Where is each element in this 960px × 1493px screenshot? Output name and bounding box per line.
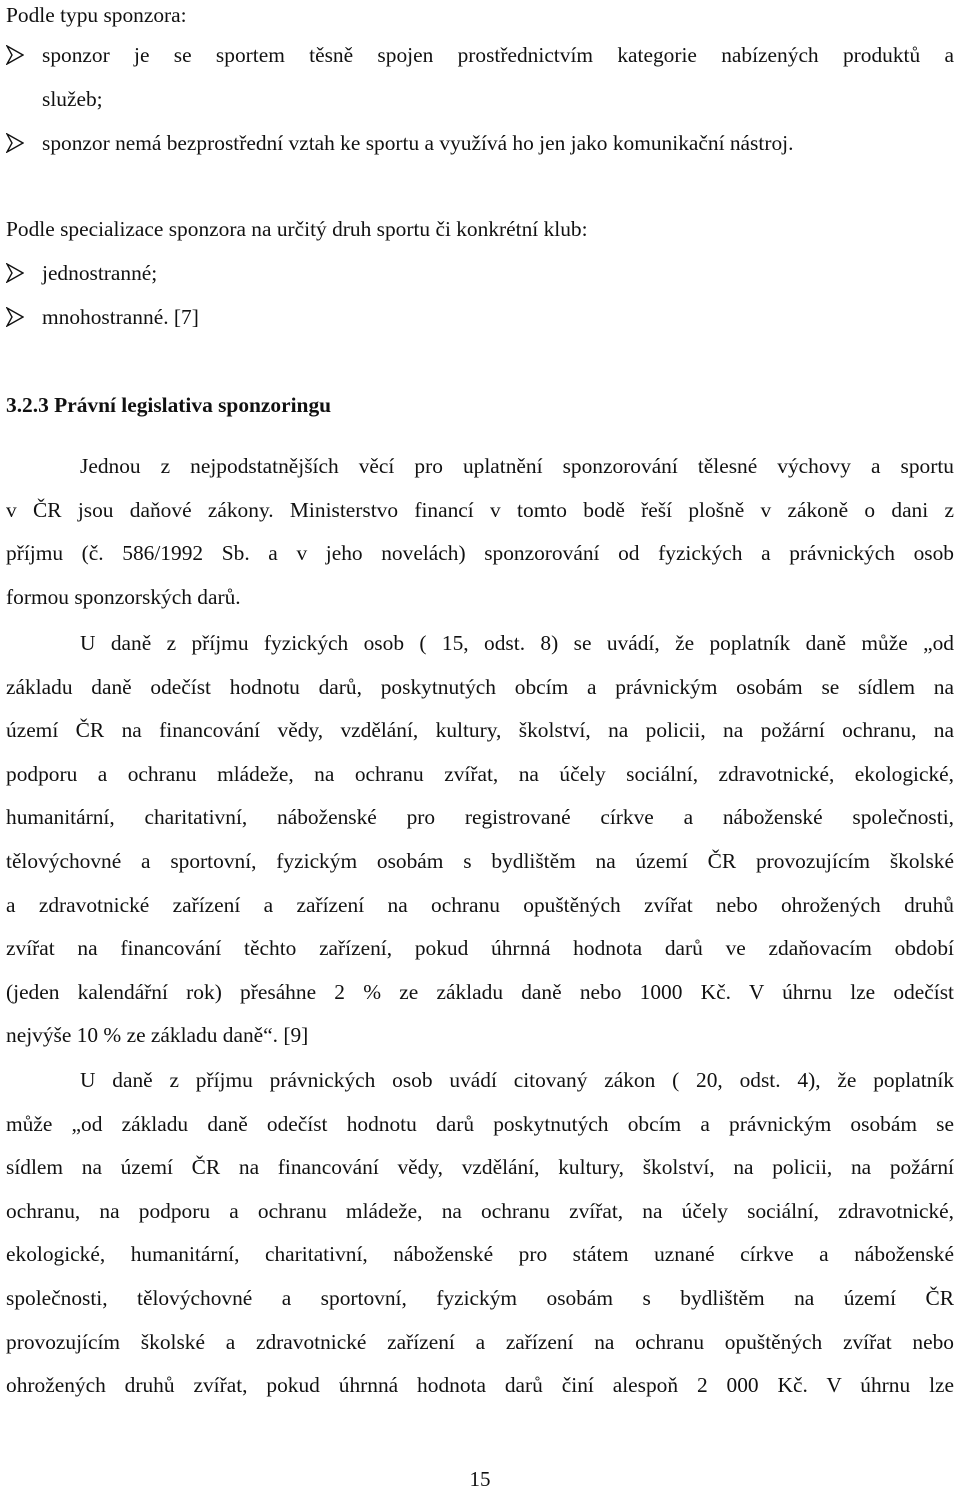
paragraph-line: společnosti, tělovýchovné a sportovní, fyzickým osobám s bydlištěm na území ČR — [6, 1285, 954, 1310]
paragraph-line: zvířat na financování těchto zařízení, pokud úhrnná hodnota darů ve zdaňovacím období — [6, 936, 954, 961]
paragraph-line: a zdravotnické zařízení a zařízení na ochranu opuštěných zvířat nebo ohrožených druhů — [6, 892, 954, 917]
paragraph-line: formou sponzorských darů. — [6, 584, 241, 609]
paragraph-line: příjmu (č. 586/1992 Sb. a v jeho novelách) sponzorování od fyzických a právnických osob — [6, 541, 954, 566]
paragraph-3 — [6, 1067, 954, 1416]
paragraph-1 — [6, 453, 954, 627]
paragraph-2 — [6, 630, 954, 1066]
section-title: 3.2.3 Právní legislativa sponzoringu — [6, 393, 332, 417]
list-item-text: jednostranné; — [42, 261, 158, 285]
paragraph-line: (jeden kalendářní rok) přesáhne 2 % ze základu daně nebo 1000 Kč. V úhrnu lze odečíst — [6, 979, 954, 1004]
paragraph-line: ekologické, humanitární, charitativní, náboženské pro státem uznané církve a náboženské — [6, 1242, 954, 1267]
paragraph-line: ohrožených druhů zvířat, pokud úhrnná hodnota darů činí alespoň 2 000 Kč. V úhrnu lze — [6, 1373, 954, 1398]
paragraph-line: podporu a ochranu mládeže, na ochranu zvířat, na účely sociální, zdravotnické, ekologické, — [6, 761, 954, 786]
list-item-text: sponzor nemá bezprostřední vztah ke sportu a využívá ho jen jako komunikační nástroj. — [42, 131, 794, 155]
paragraph-line: základu daně odečíst hodnotu darů, poskytnutých obcím a právnickým osobám se sídlem na — [6, 674, 954, 699]
paragraph-line: může „od základu daně odečíst hodnotu darů poskytnutých obcím a právnickým osobám se — [6, 1111, 954, 1136]
paragraph-line: provozujícím školské a zdravotnické zařízení a zařízení na ochranu opuštěných zvířat nebo — [6, 1329, 954, 1354]
paragraph-line: humanitární, charitativní, náboženské pro registrované církve a náboženské společnosti, — [6, 805, 954, 830]
paragraph-line: tělovýchovné a sportovní, fyzickým osobám s bydlištěm na území ČR provozujícím školské — [6, 848, 954, 873]
paragraph-line: v ČR jsou daňové zákony. Ministerstvo financí v tomto bodě řeší plošně v zákoně o dani z — [6, 497, 954, 522]
paragraph-line: U daně z příjmu fyzických osob ( 15, odst. 8) se uvádí, že poplatník daně může „od — [80, 631, 954, 655]
arrowhead-bullet-icon — [6, 133, 24, 153]
list-item-text: služeb; — [42, 87, 103, 111]
paragraph-line: ochranu, na podporu a ochranu mládeže, na ochranu zvířat, na účely sociální, zdravotnické, — [6, 1198, 954, 1223]
list-item-text: mnohostranné. [7] — [42, 305, 199, 329]
arrowhead-bullet-icon — [6, 307, 24, 327]
paragraph-line: nejvýše 10 % ze základu daně“. [9] — [6, 1023, 309, 1048]
specialization-heading: Podle specializace sponzora na určitý druh sportu či konkrétní klub: — [6, 217, 588, 241]
paragraph-line: sídlem na území ČR na financování vědy, vzdělání, kultury, školství, na policii, na požární — [6, 1155, 954, 1180]
paragraph-line: území ČR na financování vědy, vzdělání, kultury, školství, na policii, na požární ochranu, na — [6, 718, 954, 743]
page-number: 15 — [469, 1467, 491, 1491]
arrowhead-bullet-icon — [6, 263, 24, 283]
sponsor-type-heading: Podle typu sponzora: — [6, 3, 187, 27]
paragraph-line: U daně z příjmu právnických osob uvádí citovaný zákon ( 20, odst. 4), že poplatník — [80, 1068, 954, 1092]
paragraph-line: Jednou z nejpodstatnějších věcí pro uplatnění sponzorování tělesné výchovy a sportu — [80, 454, 954, 478]
list-item-text: sponzor je se sportem těsně spojen prostřednictvím kategorie nabízených produktů a — [42, 43, 954, 67]
arrowhead-bullet-icon — [6, 45, 24, 65]
